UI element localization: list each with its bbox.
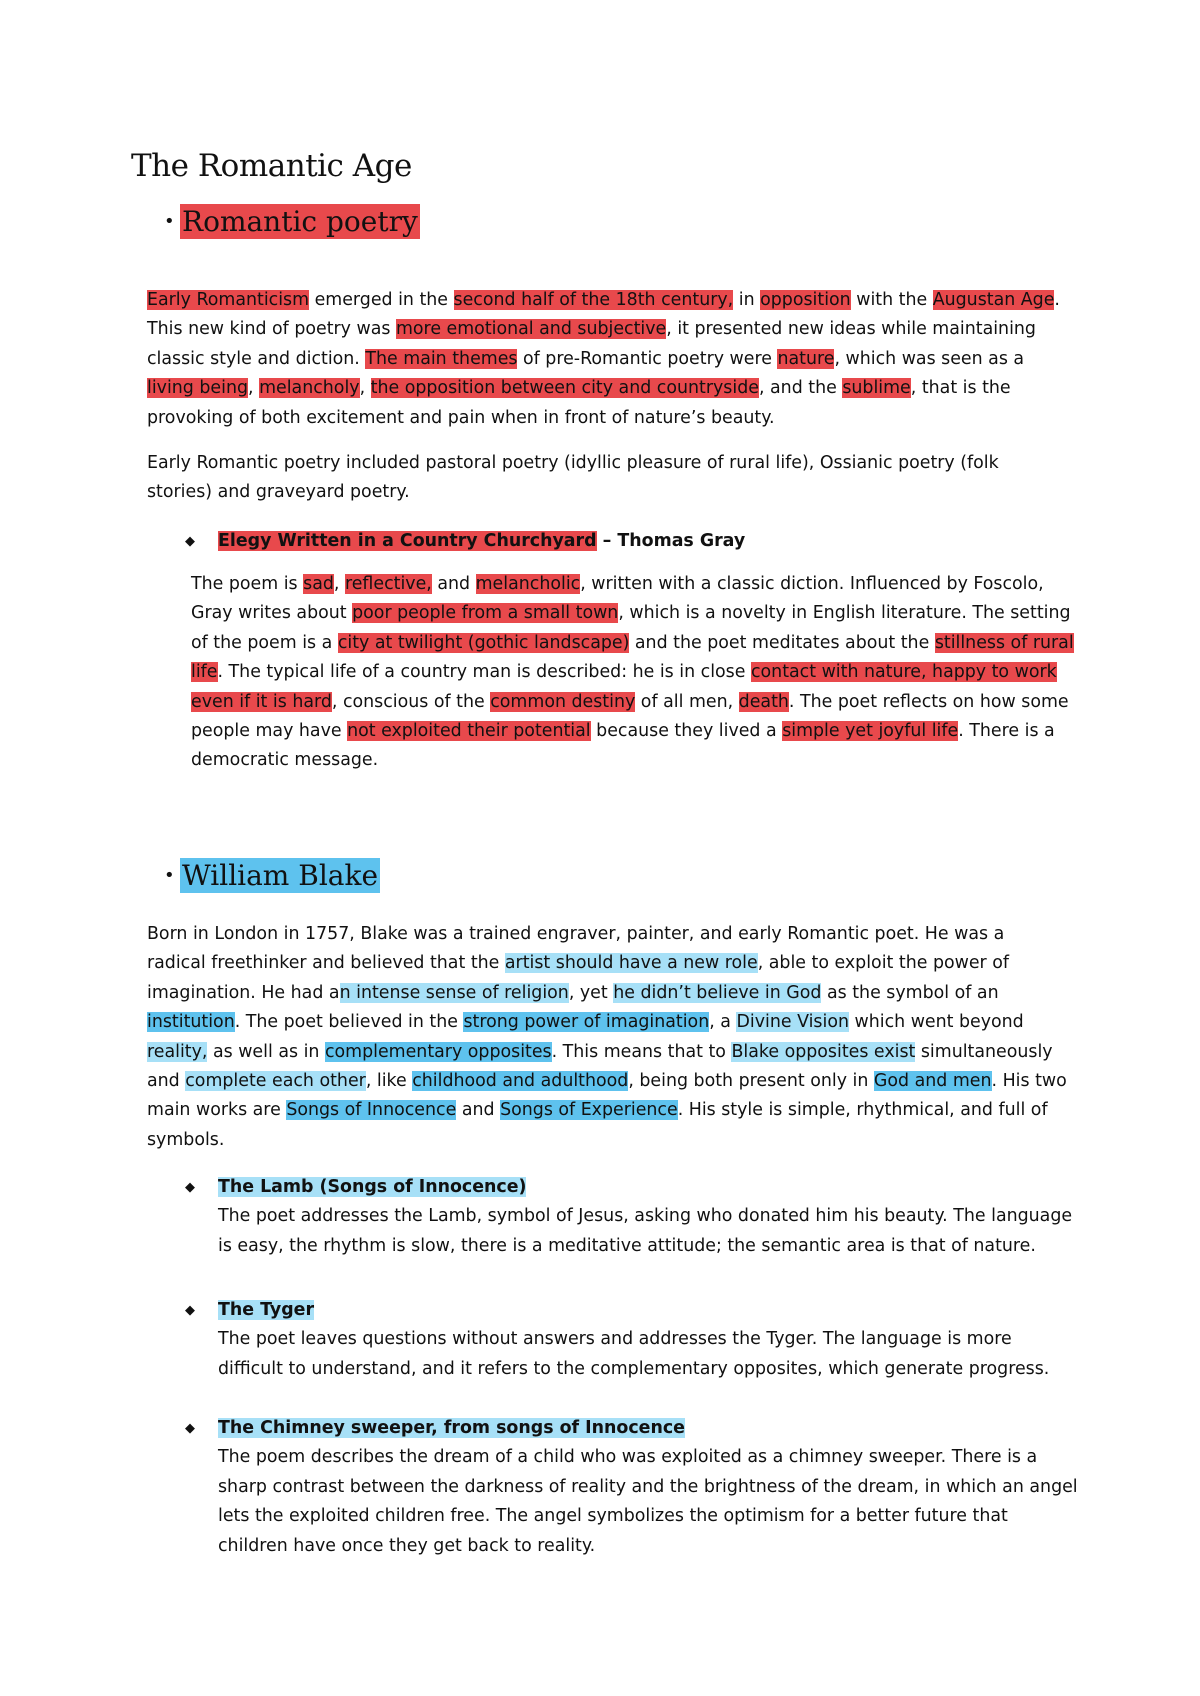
highlighted-phrase: strong power of imagination bbox=[463, 1012, 710, 1033]
text-run: , able to exploit the power of imagination. He had a bbox=[147, 953, 1009, 1003]
bullet-icon: • bbox=[164, 211, 175, 232]
highlighted-phrase: more emotional and subjective bbox=[395, 319, 667, 340]
highlighted-phrase: the opposition between city and countryside bbox=[370, 378, 759, 399]
highlighted-phrase: second half of the 18th century, bbox=[453, 290, 734, 310]
text-run: , and the bbox=[758, 378, 843, 399]
list-item-chimney-sweeper bbox=[185, 1414, 1078, 1561]
text-run: and bbox=[456, 1100, 501, 1121]
text-run: in bbox=[733, 290, 761, 310]
highlighted-phrase: n intense sense of religion bbox=[339, 982, 569, 1003]
item-description: The poem describes the dream of a child who was exploited as a chimney sweeper. There is a sharp contrast between the darkness of reality and the brightness of the dream, in which an angel lets the exploited children free. The angel symbolizes the optimism for a better future that children have once they get back to reality. bbox=[218, 1447, 1078, 1556]
highlighted-phrase: Divine Vision bbox=[736, 1012, 849, 1033]
item-author: – Thomas Gray bbox=[596, 531, 746, 551]
text-run: . His style is simple, rhythmical, and full of symbols. bbox=[147, 1100, 1048, 1150]
text-run: emerged in the bbox=[309, 290, 454, 310]
text-run: and the poet meditates about the bbox=[629, 632, 935, 653]
highlighted-phrase: he didn’t believe in God bbox=[613, 982, 822, 1003]
text-run: . The typical life of a country man is described: he is in close bbox=[217, 662, 751, 683]
list-item-the-tyger bbox=[185, 1296, 1078, 1384]
text-run: , bbox=[359, 378, 371, 399]
diamond-bullet-icon: ◆ bbox=[185, 1303, 195, 1318]
bullet-icon: • bbox=[164, 865, 175, 886]
text-run: . There is a democratic message. bbox=[191, 721, 1055, 771]
highlighted-phrase: Songs of Experience bbox=[500, 1100, 678, 1121]
highlighted-phrase: Augustan Age bbox=[932, 290, 1055, 310]
item-title: The Tyger bbox=[218, 1300, 315, 1320]
text-run: with the bbox=[850, 290, 933, 310]
text-run: , conscious of the bbox=[331, 691, 491, 712]
highlighted-phrase: Blake opposites exist bbox=[731, 1041, 916, 1062]
paragraph-elegy-description bbox=[191, 570, 1081, 776]
highlighted-phrase: melancholy bbox=[259, 378, 360, 399]
item-title: The Lamb (Songs of Innocence) bbox=[218, 1177, 527, 1197]
paragraph-early-romantic-poetry: Early Romantic poetry included pastoral poetry (idyllic pleasure of rural life), Ossianic poetry (folk stories) and graveyard poetry. bbox=[147, 453, 999, 503]
highlighted-phrase: simple yet joyful life bbox=[782, 721, 959, 742]
highlighted-phrase: artist should have a new role bbox=[504, 953, 758, 974]
text-run: because they lived a bbox=[590, 721, 783, 742]
highlighted-phrase: poor people from a small town bbox=[352, 603, 619, 624]
highlighted-phrase: city at twilight (gothic landscape) bbox=[337, 632, 630, 653]
highlighted-phrase: reflective, bbox=[344, 574, 432, 594]
text-run: . His two main works are bbox=[147, 1071, 1067, 1121]
text-run: of pre-Romantic poetry were bbox=[517, 348, 778, 369]
list-item-elegy bbox=[185, 527, 746, 556]
section-heading-text: William Blake bbox=[182, 859, 379, 892]
section-heading-romantic-poetry bbox=[164, 204, 420, 240]
highlighted-phrase: Songs of Innocence bbox=[286, 1100, 457, 1121]
highlighted-phrase: stillness of rural life bbox=[191, 632, 1074, 683]
text-run: , bbox=[333, 574, 345, 594]
section-heading-william-blake bbox=[164, 858, 380, 894]
text-run: , which was seen as a bbox=[834, 348, 1025, 369]
highlighted-phrase: childhood and adulthood bbox=[412, 1071, 629, 1092]
diamond-bullet-icon: ◆ bbox=[185, 1180, 195, 1195]
text-run: as the symbol of an bbox=[821, 982, 999, 1003]
text-run: . The poet believed in the bbox=[234, 1012, 464, 1033]
text-run: , it presented new ideas while maintaining classic style and diction. bbox=[147, 319, 1036, 369]
text-run: . This means that to bbox=[551, 1041, 732, 1062]
list-item-the-lamb bbox=[185, 1173, 1078, 1261]
text-run: simultaneously and bbox=[147, 1041, 1053, 1092]
text-run: as well as in bbox=[207, 1041, 325, 1062]
highlighted-phrase: complementary opposites bbox=[324, 1041, 552, 1062]
highlighted-phrase: melancholic bbox=[475, 574, 581, 594]
text-run: , like bbox=[365, 1071, 413, 1092]
highlighted-phrase: sad bbox=[303, 574, 334, 594]
text-run: . This new kind of poetry was bbox=[147, 290, 1060, 340]
highlighted-phrase: contact with nature, happy to work even if it is hard bbox=[191, 662, 1057, 712]
highlighted-phrase: institution bbox=[147, 1012, 235, 1033]
diamond-bullet-icon: ◆ bbox=[185, 1421, 195, 1436]
text-run: . The poet reflects on how some people may have bbox=[191, 691, 1069, 742]
highlighted-phrase: nature bbox=[777, 348, 835, 369]
text-run: , yet bbox=[568, 982, 614, 1003]
text-run: , being both present only in bbox=[628, 1071, 874, 1092]
text-run: , a bbox=[709, 1012, 737, 1033]
text-run: , written with a classic diction. Influenced by Foscolo, Gray writes about bbox=[191, 574, 1044, 624]
text-run: of all men, bbox=[635, 691, 739, 712]
diamond-bullet-icon: ◆ bbox=[185, 534, 195, 549]
text-run: and bbox=[431, 574, 476, 594]
text-run: which went beyond bbox=[848, 1012, 1024, 1033]
item-description: The poet addresses the Lamb, symbol of Jesus, asking who donated him his beauty. The language is easy, the rhythm is slow, there is a meditative attitude; the semantic area is that of nature. bbox=[218, 1206, 1073, 1256]
text-run: The poem is bbox=[191, 574, 304, 594]
section-heading-text: Romantic poetry bbox=[182, 205, 418, 238]
paragraph-early-romanticism bbox=[147, 286, 1067, 433]
highlighted-phrase: complete each other bbox=[185, 1071, 366, 1092]
item-title: The Chimney sweeper, from songs of Innocence bbox=[218, 1418, 685, 1438]
highlighted-phrase: Early Romanticism bbox=[147, 290, 310, 310]
highlighted-phrase: not exploited their potential bbox=[347, 721, 591, 742]
paragraph-william-blake bbox=[147, 920, 1067, 1155]
text-run: , bbox=[248, 378, 260, 399]
highlighted-phrase: reality, bbox=[147, 1041, 208, 1062]
text-run: Born in London in 1757, Blake was a trained engraver, painter, and early Romantic poet. He was a radical freethinker and believed that the bbox=[147, 924, 1005, 974]
text-run: , that is the provoking of both excitement and pain when in front of nature’s beauty. bbox=[147, 378, 1011, 428]
item-description: The poet leaves questions without answers and addresses the Tyger. The language is more difficult to understand, and it refers to the complementary opposites, which generate progress. bbox=[218, 1329, 1050, 1379]
page-title: The Romantic Age bbox=[131, 148, 412, 184]
highlighted-phrase: God and men bbox=[873, 1071, 992, 1092]
highlighted-phrase: common destiny bbox=[490, 691, 636, 712]
highlighted-phrase: living being bbox=[147, 378, 249, 399]
highlighted-phrase: The main themes bbox=[365, 348, 518, 369]
highlighted-phrase: sublime bbox=[842, 378, 911, 399]
text-run: , which is a novelty in English literature. The setting of the poem is a bbox=[191, 603, 1071, 653]
highlighted-phrase: opposition bbox=[760, 290, 851, 310]
item-title: Elegy Written in a Country Churchyard bbox=[218, 531, 597, 551]
highlighted-phrase: death bbox=[738, 691, 789, 712]
